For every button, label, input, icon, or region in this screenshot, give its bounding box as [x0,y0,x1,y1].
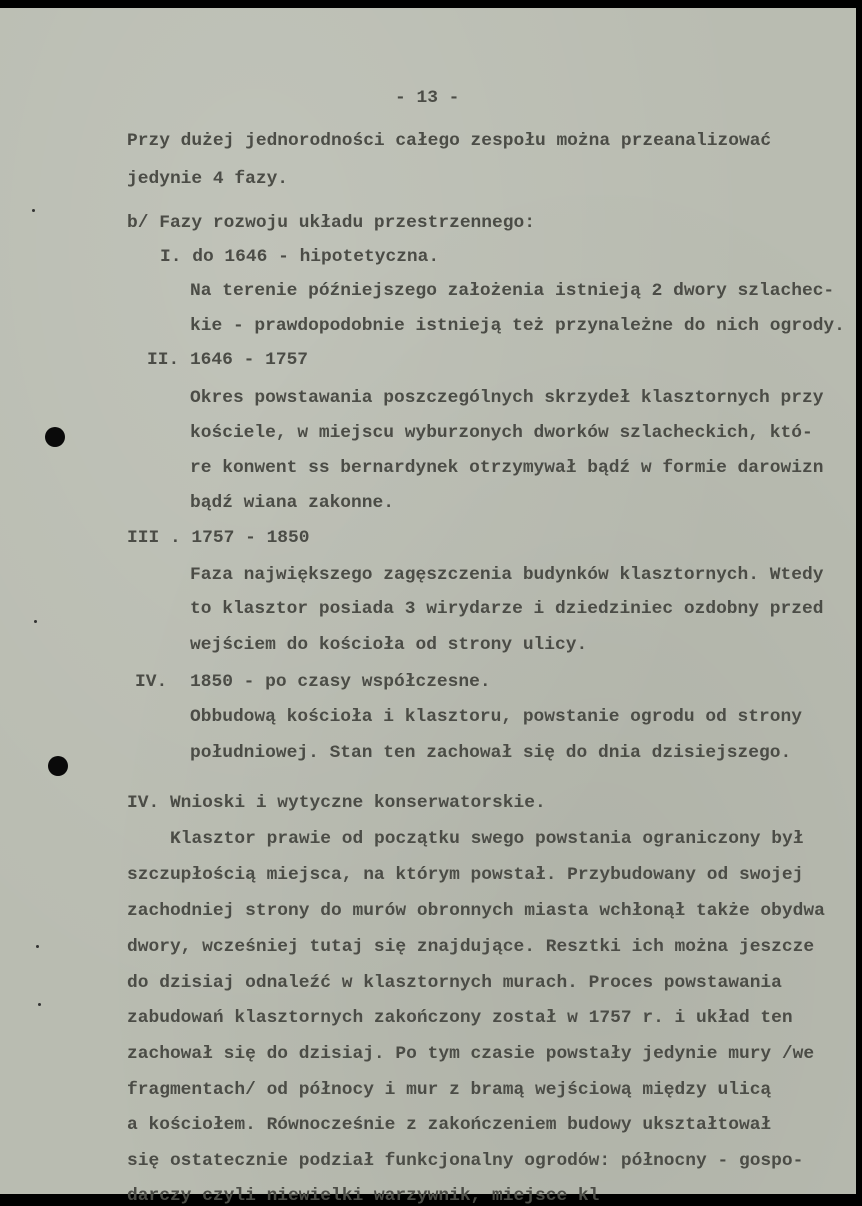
text-line: to klasztor posiada 3 wirydarze i dziedziniec ozdobny przed [190,599,824,619]
text-line-cut-off: darczy czyli niewielki warzywnik, miejsce kl [127,1186,600,1206]
text-line: Faza największego zagęszczenia budynków klasztornych. Wtedy [190,565,824,585]
text-line: fragmentach/ od północy i mur z bramą wejściową między ulicą [127,1080,772,1100]
punch-hole [48,756,68,776]
text-line: dwory, wcześniej tutaj się znajdujące. Resztki ich można jeszcze [127,937,815,957]
speck [32,209,35,212]
document-page [0,8,856,1206]
text-line: szczupłością miejsca, na którym powstał. Przybudowany od swojej [127,865,804,885]
text-line: kie - prawdopodobnie istnieją też przynależne do nich ogrody. [190,316,845,336]
text-line: zachodniej strony do murów obronnych miasta wchłonął także obydwa [127,901,825,921]
text-line: zachował się do dzisiaj. Po tym czasie powstały jedynie mury /we [127,1044,815,1064]
punch-hole [45,427,65,447]
text-line: a kościołem. Równocześnie z zakończeniem budowy ukształtował [127,1115,772,1135]
text-line: Na terenie późniejszego założenia istnieją 2 dwory szlachec- [190,281,835,301]
phase-heading: III . 1757 - 1850 [127,528,310,548]
text-line: Klasztor prawie od początku swego powstania ograniczony był [170,829,804,849]
text-line: zabudowań klasztornych zakończony został w 1757 r. i układ ten [127,1008,793,1028]
chapter-heading: IV. Wnioski i wytyczne konserwatorskie. [127,793,546,813]
text-line: bądź wiana zakonne. [190,493,394,513]
phase-heading: 1850 - po czasy współczesne. [190,672,491,692]
speck [34,620,37,623]
speck [36,945,39,948]
text-line: kościele, w miejscu wyburzonych dworków szlacheckich, któ- [190,423,813,443]
section-heading: b/ Fazy rozwoju układu przestrzennego: [127,213,535,233]
text-line: re konwent ss bernardynek otrzymywał bądź w formie darowizn [190,458,824,478]
phase-heading: II. 1646 - 1757 [147,350,309,370]
phase-number: IV. [135,672,168,692]
page-number: - 13 - [395,88,460,108]
text-line: wejściem do kościoła od strony ulicy. [190,635,588,655]
text-line: do dzisiaj odnaleźć w klasztornych murach. Proces powstawania [127,973,782,993]
speck [38,1003,41,1006]
text-line: Przy dużej jednorodności całego zespołu można przeanalizować [127,131,772,151]
text-line: południowej. Stan ten zachował się do dnia dzisiejszego. [190,743,792,763]
text-line: się ostatecznie podział funkcjonalny ogrodów: północny - gospo- [127,1151,804,1171]
text-line: Okres powstawania poszczególnych skrzydeł klasztornych przy [190,388,824,408]
text-line: jedynie 4 fazy. [127,169,289,189]
text-line: Obbudową kościoła i klasztoru, powstanie ogrodu od strony [190,707,802,727]
phase-heading: I. do 1646 - hipotetyczna. [160,247,440,267]
